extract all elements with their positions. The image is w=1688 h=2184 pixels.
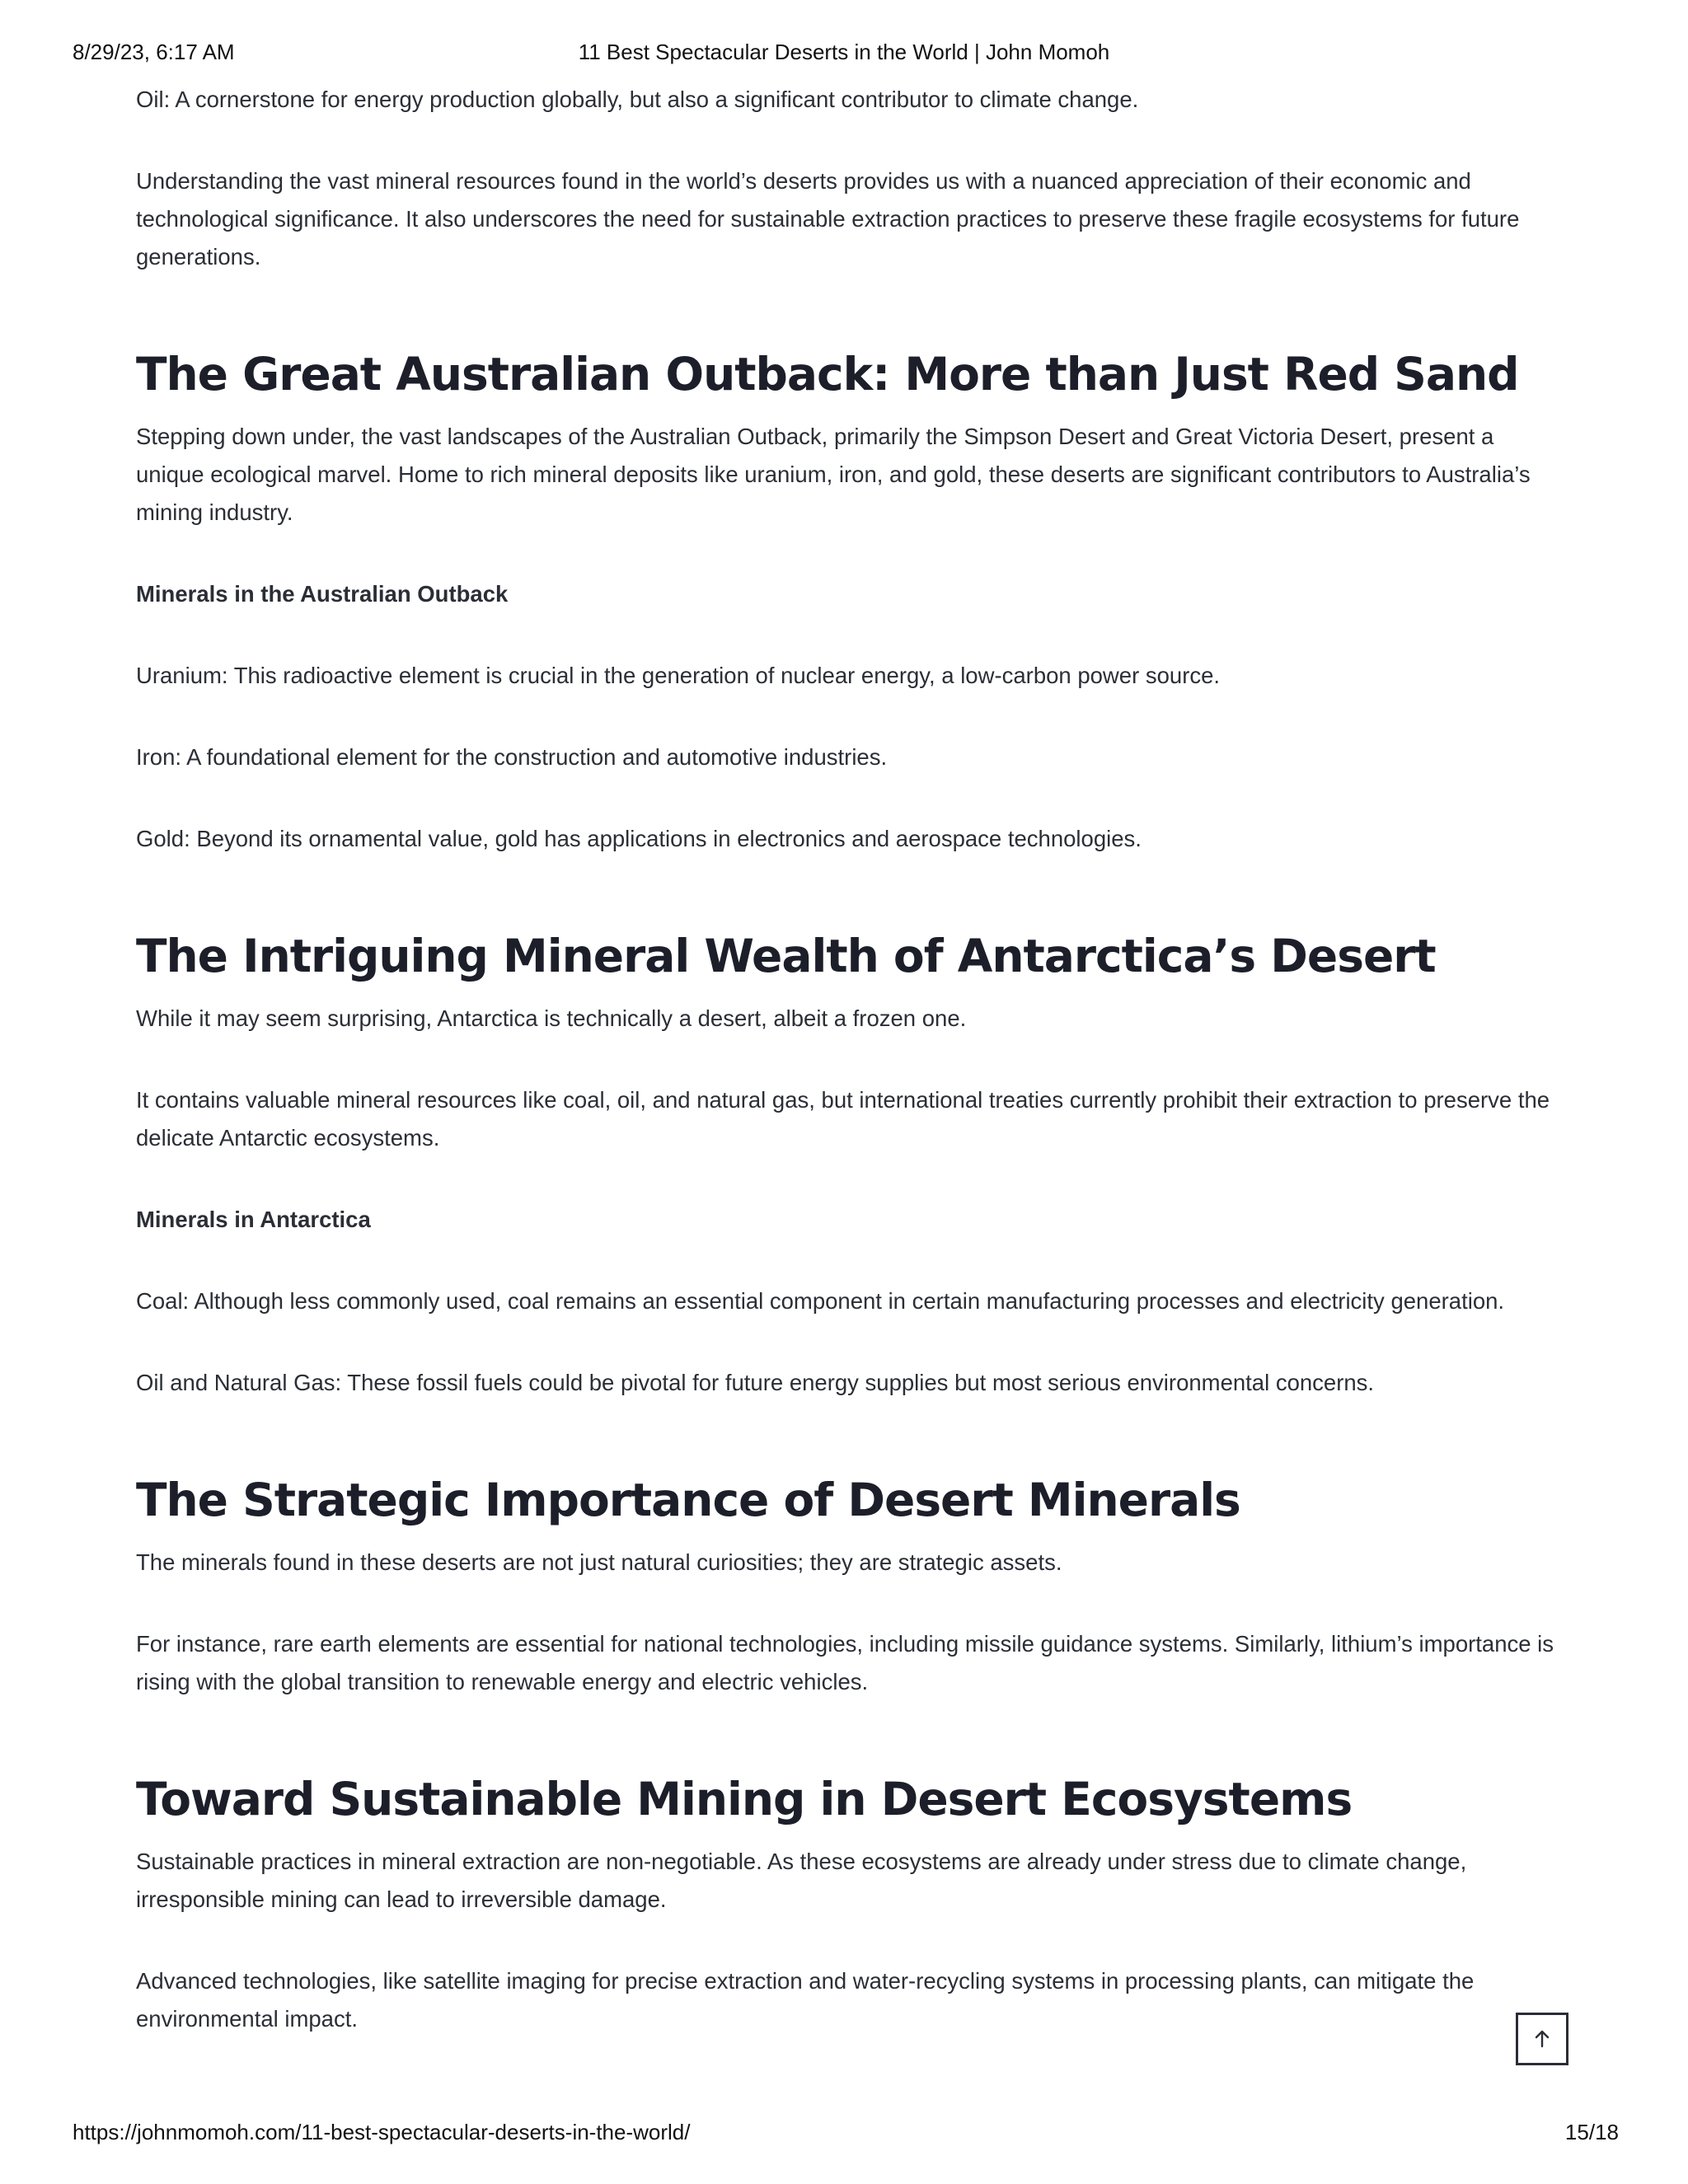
- paragraph-mineral-summary: Understanding the vast mineral resources found in the world’s deserts provides us with a nuanced appreciation of their economic and technological significance. It also underscores the need for sustainable extraction practices to preserve these fragile ecosystems for future generations.: [136, 168, 1520, 269]
- list-item-uranium: Uranium: This radioactive element is crucial in the generation of nuclear energy, a low-carbon power source.: [136, 663, 1221, 688]
- paragraph-australian-outback: Stepping down under, the vast landscapes of the Australian Outback, primarily the Simpson Desert and Great Victoria Desert, present a unique ecological marvel. Home to rich mineral deposits like uranium, iron, and gold, these deserts are significant contributors to Australia’s mining industry.: [136, 424, 1531, 525]
- list-item-coal: Coal: Although less commonly used, coal remains an essential component in certain manufacturing processes and electricity generation.: [136, 1288, 1505, 1314]
- heading-sustainable-mining: Toward Sustainable Mining in Desert Ecosystems: [136, 1773, 1353, 1825]
- arrow-up-icon: [1531, 2028, 1553, 2050]
- heading-strategic-importance: The Strategic Importance of Desert Minerals: [136, 1474, 1240, 1526]
- paragraph-advanced-technologies: Advanced technologies, like satellite imaging for precise extraction and water-recycling systems in processing plants, can mitigate the environmental impact.: [136, 1968, 1475, 2032]
- print-header: [0, 40, 1688, 68]
- page-number: 15/18: [1564, 2120, 1619, 2144]
- subheading-australian-minerals: Minerals in the Australian Outback: [136, 581, 509, 607]
- print-footer: [0, 2120, 1688, 2148]
- back-to-top-button[interactable]: [1516, 2013, 1568, 2065]
- print-url: https://johnmomoh.com/11-best-spectacular-deserts-in-the-world/: [73, 2120, 691, 2144]
- paragraph-strategic-assets: The minerals found in these deserts are not just natural curiosities; they are strategic assets.: [136, 1549, 1062, 1575]
- list-item-gold: Gold: Beyond its ornamental value, gold has applications in electronics and aerospace technologies.: [136, 826, 1142, 851]
- list-item-iron: Iron: A foundational element for the construction and automotive industries.: [136, 744, 888, 770]
- subheading-antarctica-minerals: Minerals in Antarctica: [136, 1207, 371, 1232]
- paragraph-sustainable-practices: Sustainable practices in mineral extraction are non-negotiable. As these ecosystems are already under stress due to climate change, irresponsible mining can lead to irreversible damage.: [136, 1849, 1467, 1912]
- print-page-title: 11 Best Spectacular Deserts in the World | John Momoh: [578, 40, 1110, 64]
- paragraph-rare-earth: For instance, rare earth elements are essential for national technologies, including missile guidance systems. Similarly, lithium’s importance is rising with the global transition to renewable energy and electric vehicles.: [136, 1631, 1554, 1694]
- print-datetime: 8/29/23, 6:17 AM: [73, 40, 235, 64]
- heading-antarctica: The Intriguing Mineral Wealth of Antarctica’s Desert: [136, 930, 1436, 982]
- heading-australian-outback: The Great Australian Outback: More than Just Red Sand: [136, 348, 1519, 401]
- paragraph-antarctica-treaties: It contains valuable mineral resources like coal, oil, and natural gas, but international treaties currently prohibit their extraction to preserve the delicate Antarctic ecosystems.: [136, 1087, 1550, 1151]
- article-body: [136, 81, 1562, 2082]
- list-item-oil-gas: Oil and Natural Gas: These fossil fuels could be pivotal for future energy supplies but most serious environmental concerns.: [136, 1370, 1375, 1395]
- paragraph-antarctica-desert: While it may seem surprising, Antarctica is technically a desert, albeit a frozen one.: [136, 1005, 967, 1031]
- paragraph-oil: Oil: A cornerstone for energy production globally, but also a significant contributor to climate change.: [136, 87, 1139, 112]
